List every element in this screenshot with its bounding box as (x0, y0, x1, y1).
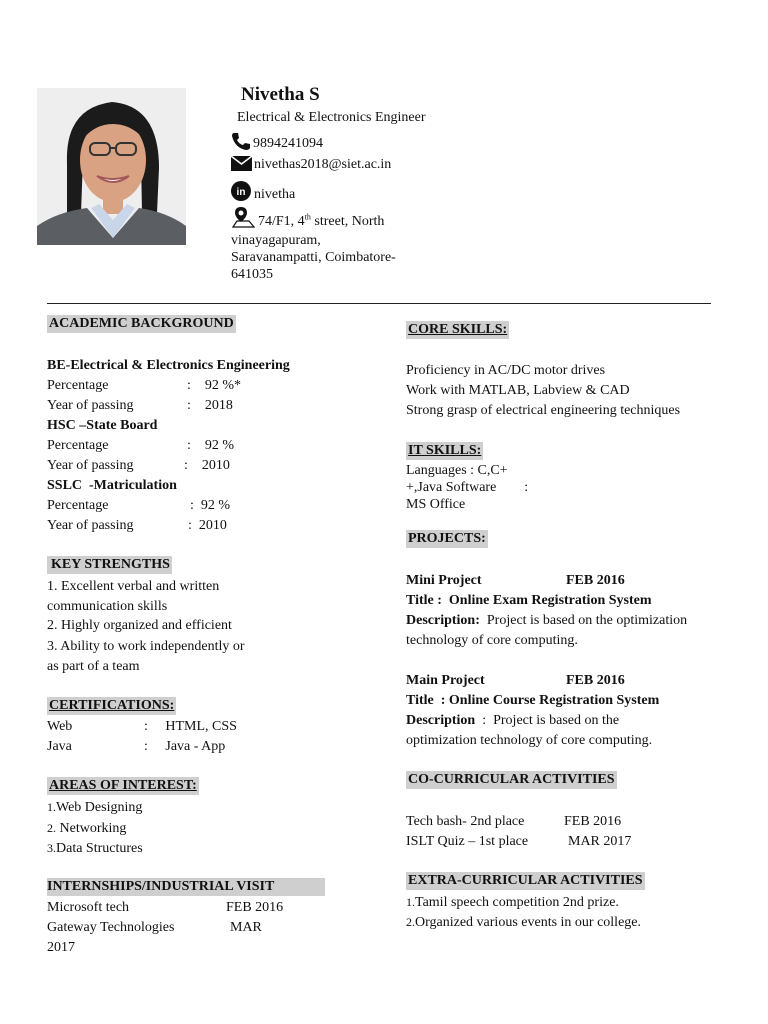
cocurricular-row (406, 832, 632, 852)
be-degree: BE-Electrical & Electronics Engineering (47, 358, 290, 373)
main-project-date: FEB 2016 (566, 673, 625, 688)
internship-date-overflow: 2017 (47, 940, 75, 955)
internship-date: MAR (230, 920, 262, 935)
interest-text: Networking (56, 821, 127, 836)
it-skills-heading-text: IT SKILLS: (408, 443, 482, 458)
certification-label: Web (47, 719, 73, 734)
projects-heading (406, 530, 488, 548)
cocurricular-row (406, 812, 622, 832)
projects-heading-text: PROJECTS: (408, 531, 486, 546)
be-year-value: : 2018 (187, 398, 233, 413)
it-skills-heading (406, 442, 483, 460)
address-line-4: 641035 (231, 267, 273, 282)
main-project-label: Main Project (406, 673, 485, 688)
academic-heading-text: ACADEMIC BACKGROUND (49, 316, 234, 331)
it-skill-line: MS Office (406, 497, 466, 512)
extracurricular-number: 2. (406, 915, 415, 929)
be-percentage-value: : 92 %* (187, 378, 242, 393)
email-address[interactable]: nivethas2018@siet.ac.in (254, 157, 392, 172)
address-line-1-rest: street, North (310, 214, 385, 229)
sslc-title: SSLC -Matriculation (47, 478, 177, 493)
hsc-percentage-value: : 92 % (187, 438, 235, 453)
certification-row (47, 717, 237, 737)
mini-project-row (406, 571, 625, 591)
be-percentage-label: Percentage (47, 378, 109, 393)
core-skills-heading (406, 321, 509, 339)
internship-name: Gateway Technologies (47, 920, 175, 935)
it-skill-line: +,Java Software : (406, 480, 529, 495)
linkedin-icon (231, 187, 254, 202)
certification-value: : Java - App (144, 739, 226, 754)
core-skill-line: Strong grasp of electrical engineering techniques (406, 403, 681, 418)
cocurricular-name: Tech bash- 2nd place (406, 814, 525, 829)
internship-row (47, 918, 262, 938)
extracurricular-item (406, 912, 641, 933)
internship-row (47, 898, 284, 918)
core-skills-heading-text: CORE SKILLS: (408, 322, 508, 337)
hsc-percentage-row (47, 436, 235, 456)
cocurricular-date: MAR 2017 (568, 834, 632, 849)
mini-project-title (406, 591, 652, 611)
extracurricular-heading-text: EXTRA-CURRICULAR ACTIVITIES (408, 873, 643, 888)
mini-desc-text: Project is based on the optimization (479, 613, 688, 628)
mini-project-label: Mini Project (406, 573, 482, 588)
main-title-text: Online Course Registration System (448, 693, 660, 708)
core-skill-line: Work with MATLAB, Labview & CAD (406, 383, 630, 398)
extracurricular-item (406, 892, 619, 913)
interest-item (47, 818, 126, 839)
interest-text: Data Structures (56, 841, 143, 856)
strength-line: communication skills (47, 599, 168, 614)
be-year-row (47, 396, 233, 416)
interest-item (47, 797, 142, 818)
interests-heading-text: AREAS OF INTEREST: (49, 778, 197, 793)
interest-number: 2. (47, 821, 56, 835)
hsc-year-label: Year of passing (47, 458, 134, 473)
email-row (231, 156, 391, 173)
core-skill-line: Proficiency in AC/DC motor drives (406, 363, 606, 378)
mini-title-text: Online Exam Registration System (445, 593, 652, 608)
main-project-desc-cont: optimization technology of core computing. (406, 733, 653, 748)
it-skill-line: Languages : C,C+ (406, 463, 508, 478)
extracurricular-number: 1. (406, 895, 415, 909)
main-project-desc (406, 711, 619, 731)
hsc-year-row (47, 456, 230, 476)
sslc-year-row (47, 516, 227, 536)
phone-icon (231, 136, 253, 151)
svg-text:in: in (236, 187, 246, 198)
mini-desc-label: Description: (406, 613, 480, 628)
address-sup: th (304, 212, 311, 222)
certifications-heading-text: CERTIFICATIONS: (49, 698, 175, 713)
be-percentage-row (47, 376, 242, 396)
strengths-heading (47, 556, 172, 574)
main-desc-text: : Project is based on the (475, 713, 620, 728)
phone-number[interactable]: 9894241094 (253, 136, 323, 151)
certifications-heading (47, 697, 176, 715)
sslc-percentage-value: : 92 % (190, 498, 231, 513)
mini-project-desc-cont: technology of core computing. (406, 633, 578, 648)
profile-photo (37, 88, 186, 245)
certification-value: : HTML, CSS (144, 719, 237, 734)
main-project-row (406, 671, 625, 691)
address-row (231, 206, 384, 230)
linkedin-row (231, 181, 295, 203)
candidate-role: Electrical & Electronics Engineer (237, 110, 426, 125)
address-line-3: Saravanampatti, Coimbatore- (231, 250, 396, 265)
location-pin-icon (231, 214, 258, 229)
envelope-icon (231, 157, 254, 172)
sslc-percentage-row (47, 496, 231, 516)
be-year-label: Year of passing (47, 398, 134, 413)
internship-name: Microsoft tech (47, 900, 130, 915)
cocurricular-heading-text: CO-CURRICULAR ACTIVITIES (408, 772, 615, 787)
interest-text: Web Designing (56, 800, 143, 815)
internships-heading-text: INTERNSHIPS/INDUSTRIAL VISIT (47, 879, 275, 894)
strength-line: 1. Excellent verbal and written (47, 579, 220, 594)
interests-heading (47, 777, 199, 795)
header-divider (47, 303, 711, 304)
cocurricular-date: FEB 2016 (564, 814, 622, 829)
cocurricular-heading (406, 771, 617, 789)
strength-line: 2. Highly organized and efficient (47, 618, 232, 633)
interest-item (47, 838, 143, 859)
extracurricular-text: Tamil speech competition 2nd prize. (415, 895, 619, 910)
main-title-label: Title : (406, 693, 449, 708)
sslc-year-label: Year of passing (47, 518, 134, 533)
interest-number: 3. (47, 841, 56, 855)
internships-heading (47, 878, 325, 896)
extracurricular-heading (406, 872, 645, 890)
strengths-heading-text: KEY STRENGTHS (47, 556, 172, 574)
hsc-title: HSC –State Board (47, 418, 158, 433)
mini-project-date: FEB 2016 (566, 573, 625, 588)
academic-heading (47, 315, 236, 333)
mini-title-label: Title : (406, 593, 446, 608)
certification-row (47, 737, 226, 757)
certification-label: Java (47, 739, 72, 754)
candidate-name: Nivetha S (241, 84, 320, 105)
hsc-percentage-label: Percentage (47, 438, 109, 453)
interest-number: 1. (47, 800, 56, 814)
address-line-2: vinayagapuram, (231, 233, 321, 248)
sslc-percentage-label: Percentage (47, 498, 109, 513)
sslc-year-value: : 2010 (188, 518, 227, 533)
main-project-title (406, 691, 659, 711)
main-desc-label: Description (406, 713, 476, 728)
linkedin-handle[interactable]: nivetha (254, 187, 296, 202)
phone-row (231, 132, 323, 152)
hsc-year-value: : 2010 (184, 458, 230, 473)
address-line-1: 74/F1, 4 (258, 214, 305, 229)
cocurricular-name: ISLT Quiz – 1st place (406, 834, 529, 849)
internship-date: FEB 2016 (226, 900, 284, 915)
strength-line: as part of a team (47, 659, 140, 674)
strength-line: 3. Ability to work independently or (47, 639, 245, 654)
mini-project-desc (406, 611, 687, 631)
extracurricular-text: Organized various events in our college. (415, 915, 642, 930)
